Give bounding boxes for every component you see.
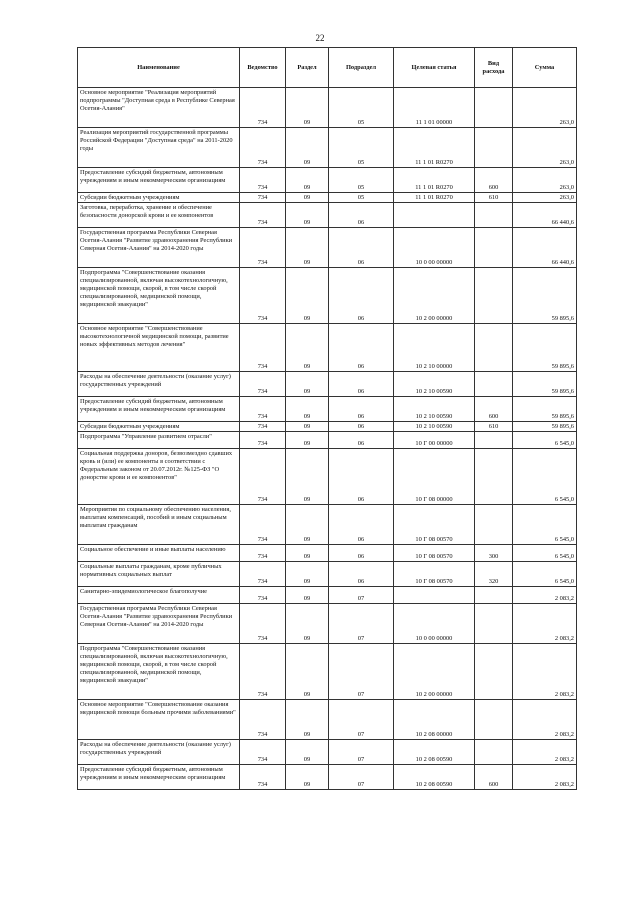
row-vedomstvo: 734 — [240, 397, 286, 422]
row-razdel: 09 — [286, 372, 329, 397]
row-podrazdel: 06 — [329, 324, 394, 372]
row-podrazdel: 07 — [329, 740, 394, 765]
row-podrazdel: 06 — [329, 545, 394, 562]
row-razdel: 09 — [286, 324, 329, 372]
row-vedomstvo: 734 — [240, 604, 286, 644]
row-celevaya-statya: 10 2 10 00590 — [394, 372, 475, 397]
row-razdel: 09 — [286, 268, 329, 324]
row-celevaya-statya: 10 2 00 00000 — [394, 644, 475, 700]
row-name: Государственная программа Республики Северная Осетия-Алания "Развитие здравоохранения Республики Северная Осетия-Алания" на 2014-2020 годы — [78, 604, 240, 644]
row-name: Предоставление субсидий бюджетным, автономным учреждениям и иным некоммерческим организациям — [78, 397, 240, 422]
row-celevaya-statya: 10 2 10 00000 — [394, 324, 475, 372]
header-vid-rashoda: Вид расхода — [475, 48, 513, 88]
row-razdel: 09 — [286, 449, 329, 505]
table-row — [78, 505, 577, 545]
table-row — [78, 397, 577, 422]
row-razdel: 09 — [286, 168, 329, 193]
row-summa: 59 895,6 — [513, 324, 577, 372]
row-razdel: 09 — [286, 203, 329, 228]
row-vid-rashoda: 320 — [475, 562, 513, 587]
row-podrazdel: 05 — [329, 193, 394, 203]
row-vedomstvo: 734 — [240, 740, 286, 765]
row-vedomstvo: 734 — [240, 128, 286, 168]
table-row — [78, 372, 577, 397]
row-summa: 263,0 — [513, 193, 577, 203]
row-vedomstvo: 734 — [240, 324, 286, 372]
row-name: Социальное обеспечение и иные выплаты населению — [78, 545, 240, 562]
row-celevaya-statya: 10 2 08 00000 — [394, 700, 475, 740]
row-razdel: 09 — [286, 562, 329, 587]
row-name: Подпрограмма "Совершенствование оказания специализированной, включая высокотехнологичную, медицинской помощи, скорой, в том числе скорой специализированной, медицинской помощи, медицинской эвакуации" — [78, 644, 240, 700]
row-summa: 2 083,2 — [513, 740, 577, 765]
row-celevaya-statya: 10 2 08 00590 — [394, 740, 475, 765]
row-summa: 263,0 — [513, 168, 577, 193]
row-celevaya-statya: 11 1 01 R0270 — [394, 168, 475, 193]
row-vid-rashoda: 600 — [475, 397, 513, 422]
row-podrazdel: 05 — [329, 168, 394, 193]
row-razdel: 09 — [286, 193, 329, 203]
row-vid-rashoda — [475, 228, 513, 268]
row-razdel: 09 — [286, 604, 329, 644]
row-vid-rashoda — [475, 203, 513, 228]
row-summa: 66 440,6 — [513, 228, 577, 268]
table-row — [78, 128, 577, 168]
row-podrazdel: 06 — [329, 397, 394, 422]
row-vedomstvo: 734 — [240, 505, 286, 545]
row-celevaya-statya: 10 Г 00 00000 — [394, 432, 475, 449]
row-celevaya-statya — [394, 587, 475, 604]
row-razdel: 09 — [286, 765, 329, 790]
table-row — [78, 88, 577, 128]
table-row — [78, 449, 577, 505]
budget-table — [77, 47, 577, 790]
header-vedomstvo: Ведомство — [240, 48, 286, 88]
row-celevaya-statya: 10 2 10 00590 — [394, 422, 475, 432]
row-podrazdel: 07 — [329, 644, 394, 700]
row-celevaya-statya: 11 1 01 R0270 — [394, 193, 475, 203]
row-celevaya-statya: 10 Г 08 00570 — [394, 562, 475, 587]
row-summa: 59 895,6 — [513, 397, 577, 422]
row-summa: 2 083,2 — [513, 765, 577, 790]
row-vid-rashoda — [475, 128, 513, 168]
row-name: Реализация мероприятий государственной программы Российской Федерации "Доступная среда" на 2011-2020 годы — [78, 128, 240, 168]
row-podrazdel: 06 — [329, 449, 394, 505]
row-vid-rashoda — [475, 449, 513, 505]
row-vid-rashoda — [475, 324, 513, 372]
table-row — [78, 168, 577, 193]
row-summa: 2 083,2 — [513, 700, 577, 740]
table-row — [78, 604, 577, 644]
row-name: Санитарно-эпидемиологическое благополучие — [78, 587, 240, 604]
table-row — [78, 644, 577, 700]
row-vedomstvo: 734 — [240, 422, 286, 432]
row-name: Подпрограмма "Управление развитием отрасли" — [78, 432, 240, 449]
table-row — [78, 700, 577, 740]
row-vedomstvo: 734 — [240, 644, 286, 700]
row-vedomstvo: 734 — [240, 372, 286, 397]
row-vedomstvo: 734 — [240, 587, 286, 604]
row-celevaya-statya: 10 Г 08 00570 — [394, 545, 475, 562]
row-vedomstvo: 734 — [240, 449, 286, 505]
row-summa: 6 545,0 — [513, 432, 577, 449]
row-razdel: 09 — [286, 432, 329, 449]
row-vid-rashoda: 300 — [475, 545, 513, 562]
row-razdel: 09 — [286, 88, 329, 128]
table-row — [78, 432, 577, 449]
row-vid-rashoda — [475, 587, 513, 604]
row-name: Субсидии бюджетным учреждениям — [78, 193, 240, 203]
table-row — [78, 422, 577, 432]
row-vid-rashoda: 600 — [475, 765, 513, 790]
row-vedomstvo: 734 — [240, 268, 286, 324]
row-vid-rashoda — [475, 505, 513, 545]
row-vid-rashoda — [475, 268, 513, 324]
row-summa: 263,0 — [513, 128, 577, 168]
row-vid-rashoda — [475, 604, 513, 644]
row-celevaya-statya: 10 0 00 00000 — [394, 604, 475, 644]
row-summa: 2 083,2 — [513, 604, 577, 644]
table-row — [78, 562, 577, 587]
row-celevaya-statya — [394, 203, 475, 228]
header-podrazdel: Подраздел — [329, 48, 394, 88]
row-vedomstvo: 734 — [240, 203, 286, 228]
row-vid-rashoda — [475, 88, 513, 128]
row-podrazdel: 06 — [329, 562, 394, 587]
row-vedomstvo: 734 — [240, 88, 286, 128]
row-razdel: 09 — [286, 545, 329, 562]
row-razdel: 09 — [286, 228, 329, 268]
row-podrazdel: 06 — [329, 432, 394, 449]
row-podrazdel: 06 — [329, 422, 394, 432]
row-razdel: 09 — [286, 397, 329, 422]
row-podrazdel: 06 — [329, 268, 394, 324]
row-name: Субсидии бюджетным учреждениям — [78, 422, 240, 432]
row-name: Основное мероприятие "Совершенствование высокотехнологичной медицинской помощи, развитие новых эффективных методов лечения" — [78, 324, 240, 372]
row-razdel: 09 — [286, 587, 329, 604]
row-podrazdel: 07 — [329, 765, 394, 790]
row-summa: 6 545,0 — [513, 505, 577, 545]
row-vid-rashoda — [475, 372, 513, 397]
header-summa: Сумма — [513, 48, 577, 88]
page-number: 22 — [315, 33, 325, 43]
row-razdel: 09 — [286, 644, 329, 700]
row-summa: 2 083,2 — [513, 587, 577, 604]
row-summa: 6 545,0 — [513, 562, 577, 587]
table-row — [78, 587, 577, 604]
row-vedomstvo: 734 — [240, 562, 286, 587]
table-row — [78, 545, 577, 562]
row-podrazdel: 07 — [329, 587, 394, 604]
row-name: Предоставление субсидий бюджетным, автономным учреждениям и иным некоммерческим организациям — [78, 765, 240, 790]
row-vid-rashoda — [475, 700, 513, 740]
row-celevaya-statya: 10 2 08 00590 — [394, 765, 475, 790]
row-vid-rashoda — [475, 432, 513, 449]
row-vedomstvo: 734 — [240, 193, 286, 203]
row-name: Социальная поддержка доноров, безвозмездно сдавших кровь и (или) ее компоненты в соответствии с Федеральным законом от 20.07.2012г. №125-ФЗ "О донорстве крови и ее компонентов" — [78, 449, 240, 505]
row-summa: 2 083,2 — [513, 644, 577, 700]
row-name: Основное мероприятие "Совершенствование оказания медицинской помощи больным прочими заболеваниями" — [78, 700, 240, 740]
row-name: Заготовка, переработка, хранение и обеспечение безопасности донорской крови и ее компонентов — [78, 203, 240, 228]
row-name: Расходы на обеспечение деятельности (оказание услуг) государственных учреждений — [78, 372, 240, 397]
row-vedomstvo: 734 — [240, 432, 286, 449]
table-row — [78, 740, 577, 765]
header-celevaya-statya: Целевая статья — [394, 48, 475, 88]
row-vid-rashoda — [475, 740, 513, 765]
row-name: Социальные выплаты гражданам, кроме публичных нормативных социальных выплат — [78, 562, 240, 587]
row-name: Государственная программа Республики Северная Осетия-Алания "Развитие здравоохранения Республики Северная Осетия-Алания" на 2014-2020 годы — [78, 228, 240, 268]
row-vid-rashoda: 610 — [475, 193, 513, 203]
row-celevaya-statya: 10 2 00 00000 — [394, 268, 475, 324]
header-row — [78, 48, 577, 88]
row-vedomstvo: 734 — [240, 700, 286, 740]
row-razdel: 09 — [286, 128, 329, 168]
row-razdel: 09 — [286, 740, 329, 765]
row-name: Основное мероприятие "Реализация мероприятий подпрограммы "Доступная среда в Республике Северная Осетия-Алания" — [78, 88, 240, 128]
row-celevaya-statya: 10 2 10 00590 — [394, 397, 475, 422]
row-podrazdel: 06 — [329, 228, 394, 268]
row-name: Расходы на обеспечение деятельности (оказание услуг) государственных учреждений — [78, 740, 240, 765]
row-name: Подпрограмма "Совершенствование оказания специализированной, включая высокотехнологичную, медицинской помощи, скорой, в том числе скорой специализированной, медицинской помощи, медицинской эвакуации" — [78, 268, 240, 324]
row-podrazdel: 06 — [329, 372, 394, 397]
row-name: Предоставление субсидий бюджетным, автономным учреждениям и иным некоммерческим организациям — [78, 168, 240, 193]
row-podrazdel: 05 — [329, 88, 394, 128]
row-vedomstvo: 734 — [240, 545, 286, 562]
row-vedomstvo: 734 — [240, 228, 286, 268]
row-celevaya-statya: 11 1 01 R0270 — [394, 128, 475, 168]
table-row — [78, 193, 577, 203]
row-podrazdel: 07 — [329, 700, 394, 740]
row-podrazdel: 05 — [329, 128, 394, 168]
row-podrazdel: 07 — [329, 604, 394, 644]
row-podrazdel: 06 — [329, 505, 394, 545]
row-summa: 263,0 — [513, 88, 577, 128]
header-name: Наименование — [78, 48, 240, 88]
row-vedomstvo: 734 — [240, 765, 286, 790]
row-vid-rashoda: 600 — [475, 168, 513, 193]
row-razdel: 09 — [286, 700, 329, 740]
table-body — [78, 88, 577, 790]
row-razdel: 09 — [286, 505, 329, 545]
row-vid-rashoda: 610 — [475, 422, 513, 432]
row-summa: 59 895,6 — [513, 422, 577, 432]
row-celevaya-statya: 10 0 00 00000 — [394, 228, 475, 268]
row-summa: 59 895,6 — [513, 372, 577, 397]
row-celevaya-statya: 10 Г 08 00000 — [394, 449, 475, 505]
row-summa: 6 545,0 — [513, 545, 577, 562]
row-celevaya-statya: 11 1 01 00000 — [394, 88, 475, 128]
row-vid-rashoda — [475, 644, 513, 700]
table-row — [78, 268, 577, 324]
table-row — [78, 203, 577, 228]
table-row — [78, 324, 577, 372]
header-razdel: Раздел — [286, 48, 329, 88]
row-razdel: 09 — [286, 422, 329, 432]
row-celevaya-statya: 10 Г 08 00570 — [394, 505, 475, 545]
row-name: Мероприятия по социальному обеспечению населения, выплатам компенсаций, пособий и иным социальным выплатам гражданам — [78, 505, 240, 545]
row-summa: 66 440,6 — [513, 203, 577, 228]
row-vedomstvo: 734 — [240, 168, 286, 193]
row-summa: 59 895,6 — [513, 268, 577, 324]
row-podrazdel: 06 — [329, 203, 394, 228]
table-row — [78, 228, 577, 268]
row-summa: 6 545,0 — [513, 449, 577, 505]
table-row — [78, 765, 577, 790]
